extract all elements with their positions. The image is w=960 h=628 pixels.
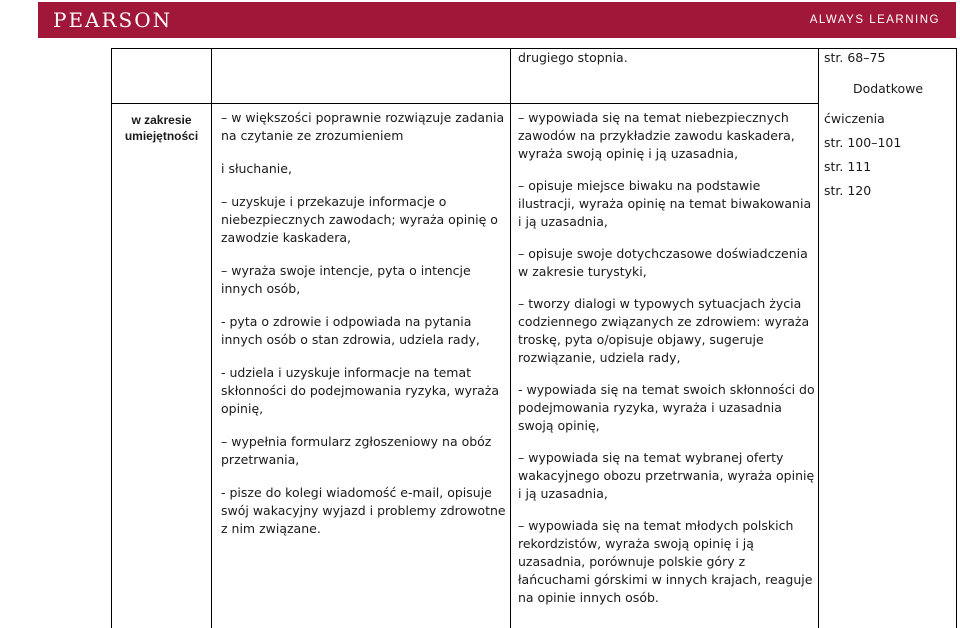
exercises-label: ćwiczenia — [824, 111, 885, 126]
page-ref: str. 100–101 — [824, 135, 902, 150]
table-border — [956, 48, 957, 628]
table-border — [211, 48, 212, 628]
list-item: – wypowiada się na temat niebezpiecznych zawodów na przykładzie zawodu kaskadera, wyraża swoją opinię i ją uzasadnia, — [518, 110, 795, 161]
list-item: i słuchanie, — [221, 161, 292, 176]
list-item: - pyta o zdrowie i odpowiada na pytania innych osób o stan zdrowia, udziela rady, — [221, 314, 480, 347]
list-item: – opisuje miejsce biwaku na podstawie ilustracji, wyraża opinię na temat biwakowania i ją uzasadnia, — [518, 178, 812, 229]
right-column — [824, 110, 952, 200]
middle-column — [518, 109, 815, 621]
page-ref: str. 111 — [824, 159, 872, 174]
list-item: – wypowiada się na temat wybranej oferty wakacyjnego obozu przetrwania, wyraża opinię i ją uzasadnia, — [518, 450, 815, 501]
top-right-page: str. 68–75 — [824, 50, 886, 65]
list-item: - pisze do kolegi wiadomość e-mail, opisuje swój wakacyjny wyjazd i problemy zdrowotne z nim związane. — [221, 485, 506, 536]
list-item: – opisuje swoje dotychczasowe doświadczenia w zakresie turystyki, — [518, 246, 808, 279]
table-border — [510, 48, 511, 628]
row-divider — [111, 103, 818, 104]
list-item: – uzyskuje i przekazuje informacje o niebezpiecznych zawodach; wyraża opinię o zawodzie kaskadera, — [221, 194, 498, 245]
top-mid-text: drugiego stopnia. — [518, 50, 628, 65]
header-banner — [38, 2, 956, 38]
right-heading: Dodatkowe — [852, 81, 924, 96]
curriculum-table — [0, 48, 960, 628]
table-border — [818, 48, 819, 628]
list-item: - udziela i uzyskuje informacje na temat skłonności do podejmowania ryzyka, wyraża opinię, — [221, 365, 500, 416]
row-label: w zakresie umiejętności — [124, 113, 199, 143]
table-border — [111, 48, 112, 628]
list-item: – wypełnia formularz zgłoszeniowy na obóz przetrwania, — [221, 434, 492, 467]
list-item: – tworzy dialogi w typowych sytuacjach życia codziennego związanych ze zdrowiem: wyraża troskę, pyta o/opisuje objawy, sugeruje rozwiązanie, udziela rady, — [518, 296, 810, 365]
page-ref: str. 120 — [824, 183, 872, 198]
header-tagline: ALWAYS LEARNING — [809, 14, 940, 26]
list-item: – w większości poprawnie rozwiązuje zadania na czytanie ze zrozumieniem — [221, 110, 505, 143]
list-item: – wyraża swoje intencje, pyta o intencje innych osób, — [221, 263, 471, 296]
list-item: – wypowiada się na temat młodych polskich rekordzistów, wyraża swoją opinię i ją uzasadnia, porównuje polskie góry z łańcuchami górskimi w innych krajach, reaguje na opinie innych osób. — [518, 518, 813, 605]
list-item: - wypowiada się na temat swoich skłonności do podejmowania ryzyka, wyraża i uzasadnia swoją opinię, — [518, 382, 815, 433]
left-column — [221, 109, 508, 553]
pearson-logo: PEARSON — [53, 8, 173, 32]
